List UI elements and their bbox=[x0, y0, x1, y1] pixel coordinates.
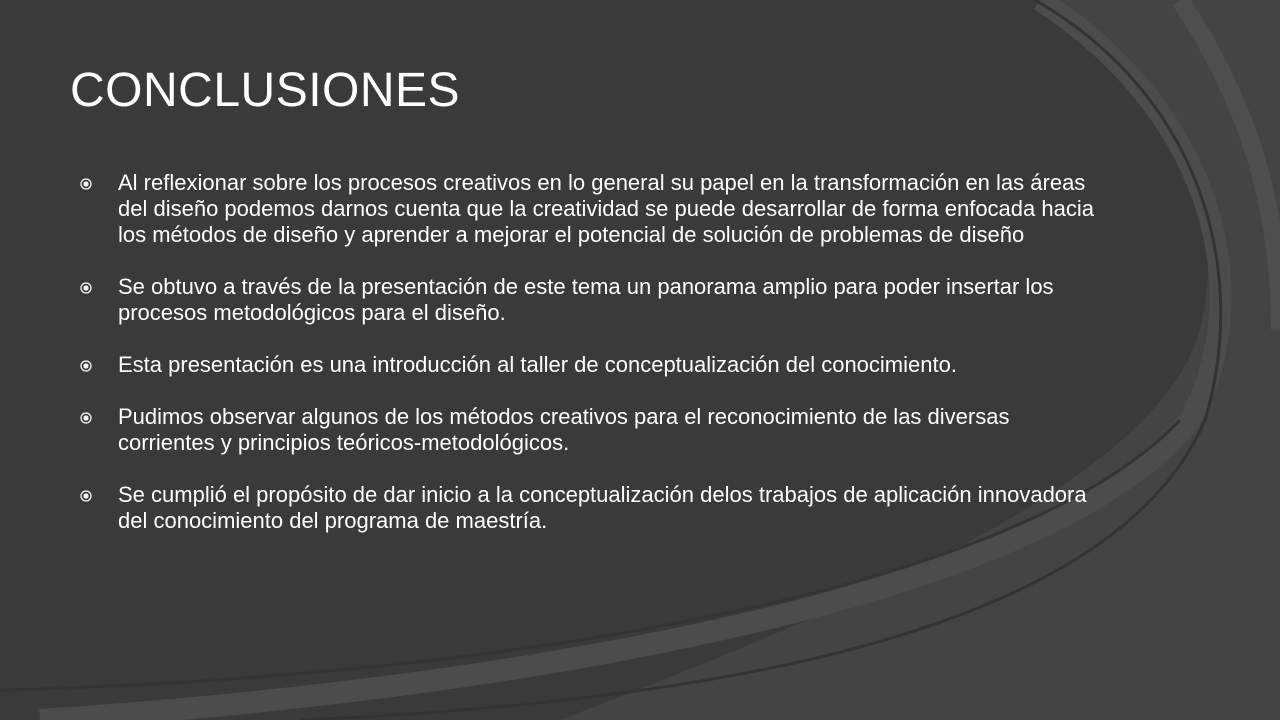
circled-dot-icon bbox=[80, 412, 92, 424]
bullet-text: Se obtuvo a través de la presentación de este tema un panorama amplio para poder insertar los procesos metodológicos para el diseño. bbox=[118, 274, 1054, 325]
bullet-text: Esta presentación es una introducción al taller de conceptualización del conocimiento. bbox=[118, 352, 957, 377]
bullet-item bbox=[80, 482, 1100, 534]
bullet-item bbox=[80, 404, 1100, 456]
bullet-item bbox=[80, 352, 1100, 378]
bullet-text: Al reflexionar sobre los procesos creativos en lo general su papel en la transformación en las áreas del diseño podemos darnos cuenta que la creatividad se puede desarrollar de forma enfocada hacia los métodos de diseño y aprender a mejorar el potencial de solución de problemas de diseño bbox=[118, 170, 1094, 247]
circled-dot-icon bbox=[80, 360, 92, 372]
slide-title: CONCLUSIONES bbox=[70, 64, 461, 117]
circled-dot-icon bbox=[80, 282, 92, 294]
bullet-item bbox=[80, 170, 1100, 248]
circled-dot-icon bbox=[80, 178, 92, 190]
bullet-text: Se cumplió el propósito de dar inicio a la conceptualización delos trabajos de aplicación innovadora del conocimiento del programa de maestría. bbox=[118, 482, 1087, 533]
bullet-list bbox=[80, 170, 1100, 534]
bullet-item bbox=[80, 274, 1100, 326]
circled-dot-icon bbox=[80, 490, 92, 502]
bullet-text: Pudimos observar algunos de los métodos creativos para el reconocimiento de las diversas corrientes y principios teóricos-metodológicos. bbox=[118, 404, 1010, 455]
